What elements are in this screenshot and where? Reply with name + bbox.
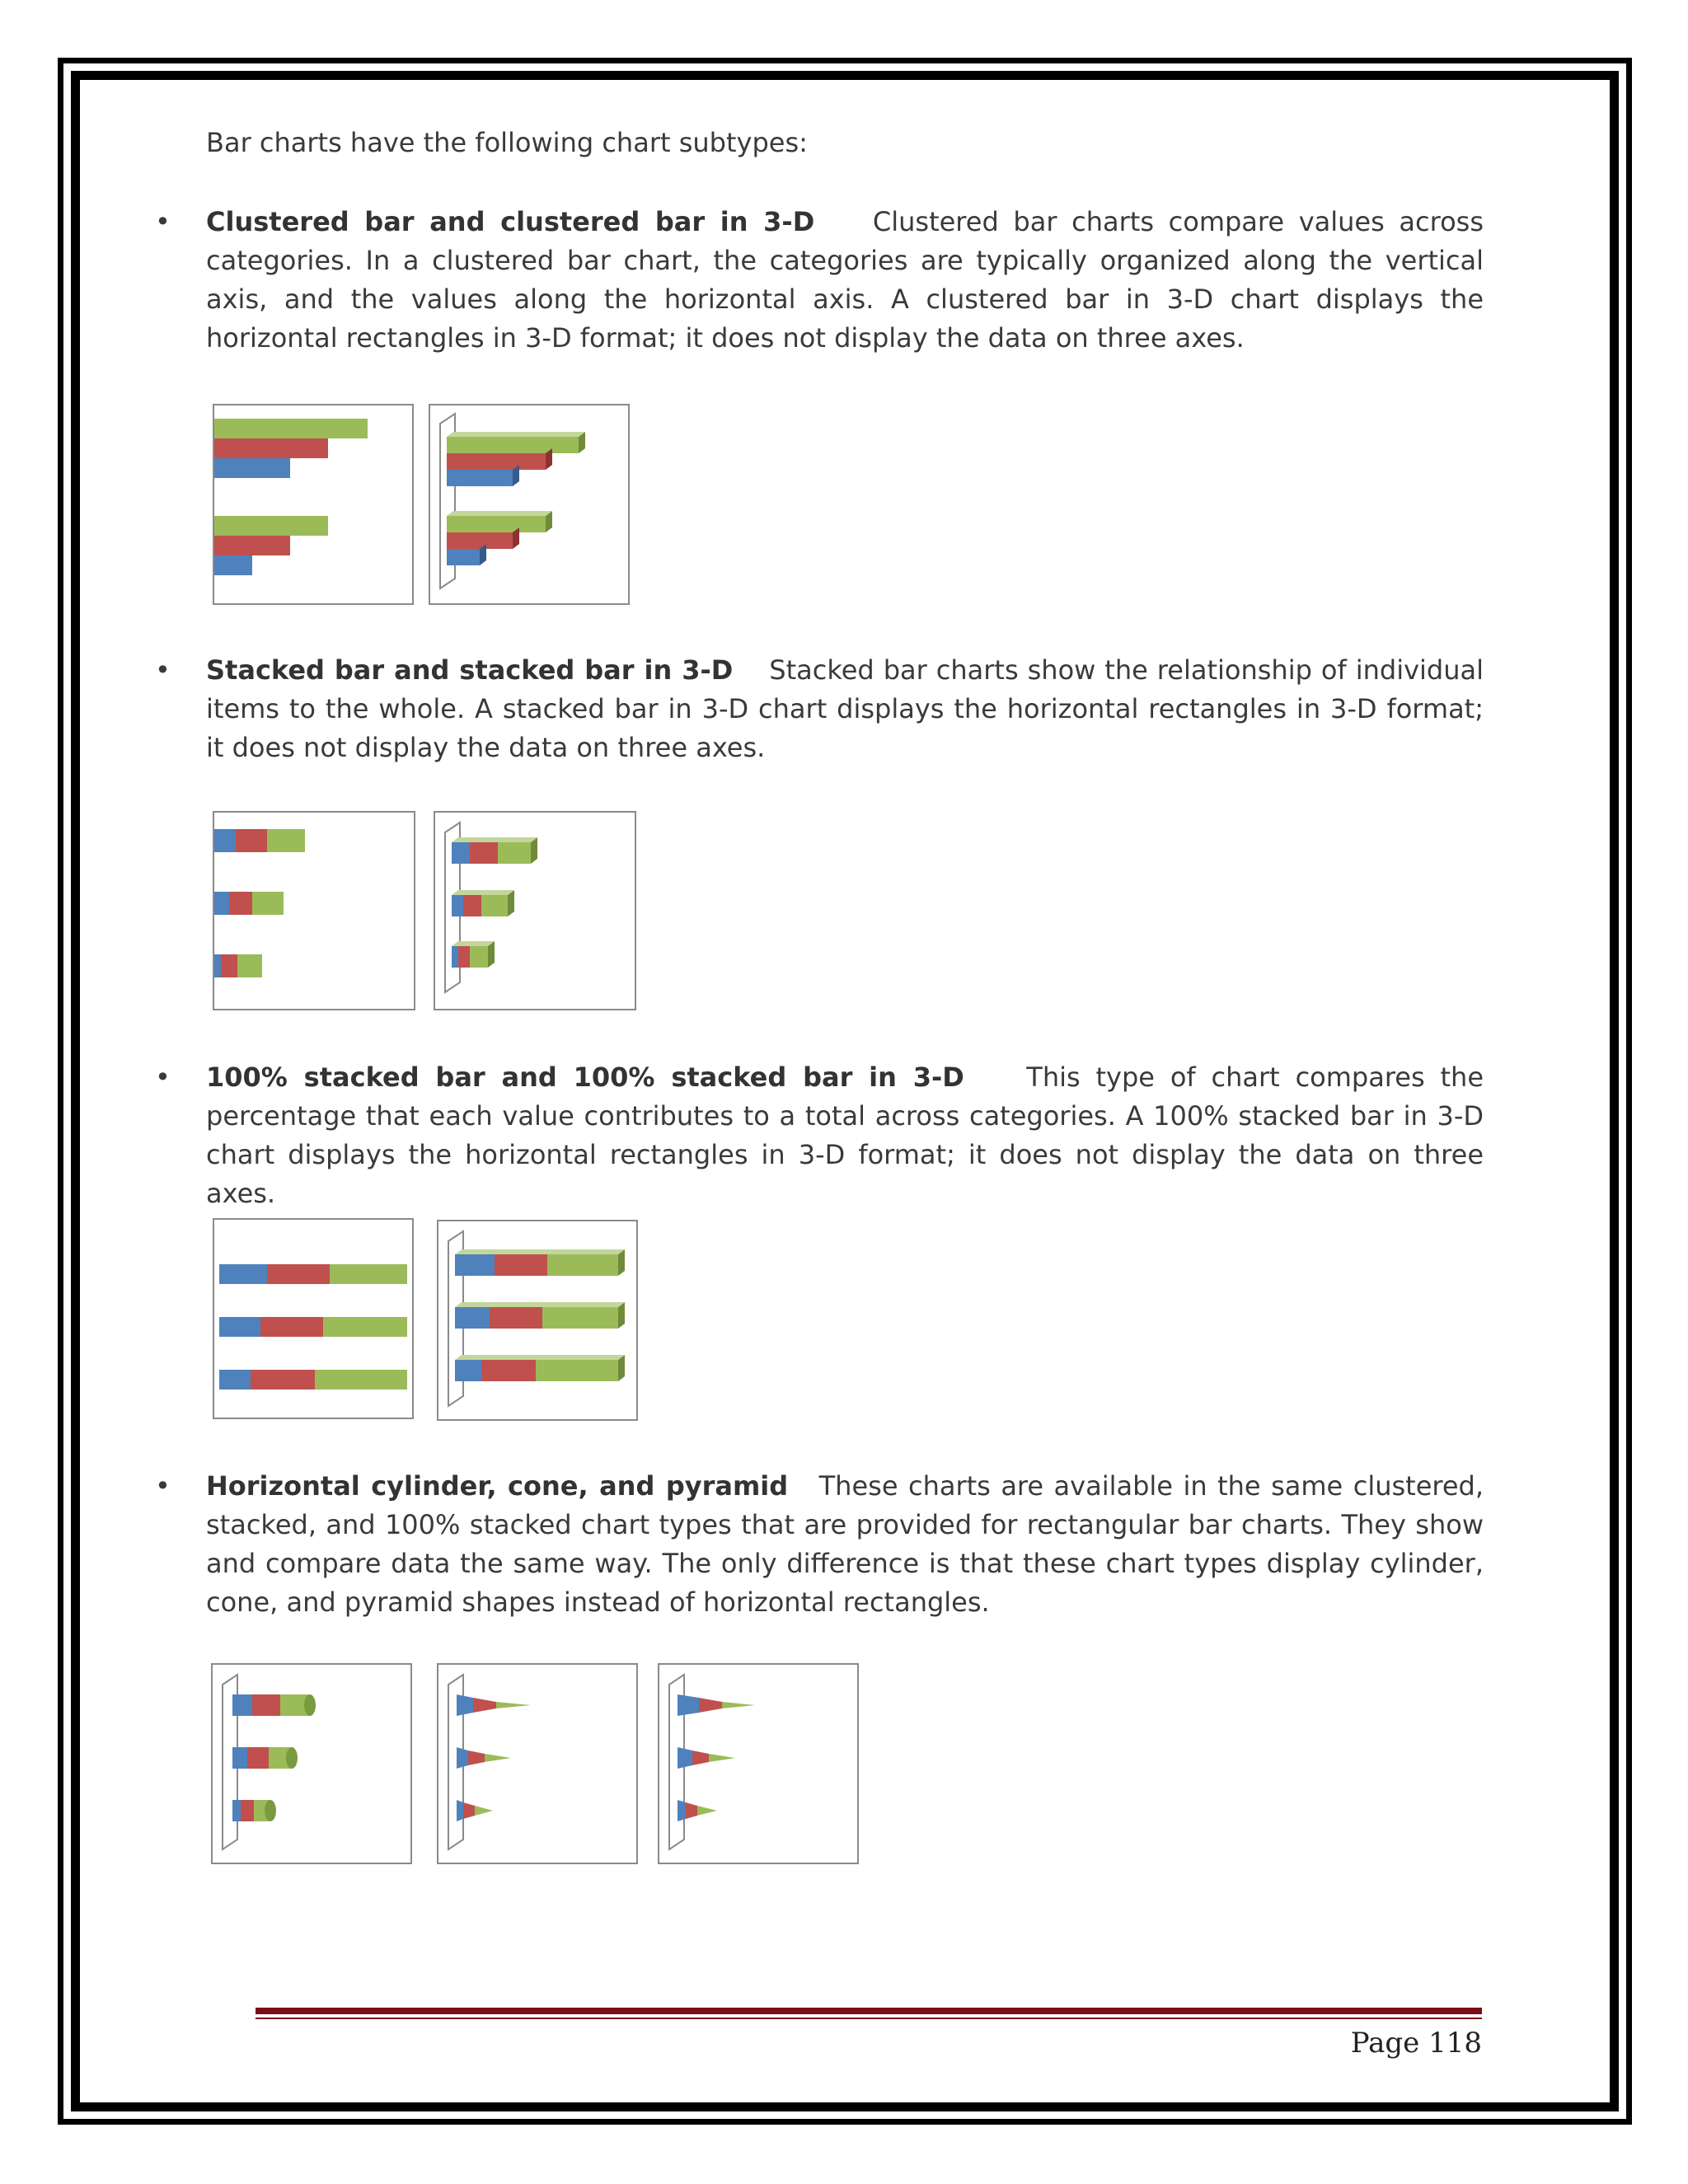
- bullet: •: [155, 654, 171, 686]
- footer-rule: [256, 2008, 1482, 2014]
- horizontal-cylinder-icon: [211, 1663, 412, 1864]
- bullet: •: [155, 1470, 171, 1502]
- percent-stacked-bar-3d-icon: [437, 1220, 638, 1421]
- bullet: •: [155, 206, 171, 237]
- subtype-description: Clustered bar charts compare values across categories. In a clustered bar chart, the categories are typically organized along the vertical axis, and the values along the horizontal axis. A clustered bar in 3-D chart displays the horizontal rectangles in 3-D format; it does not display the data on three axes.: [206, 206, 1484, 354]
- subtype-stacked: [155, 651, 1484, 767]
- horizontal-cone-icon: [437, 1663, 638, 1864]
- page-content: [155, 124, 1484, 1618]
- subtype-clustered: [155, 203, 1484, 358]
- subtype-title: Clustered bar and clustered bar in 3-D: [206, 206, 815, 237]
- subtype-title: Stacked bar and stacked bar in 3-D: [206, 654, 734, 686]
- footer-rule-thin: [256, 2018, 1482, 2019]
- clustered-bar-icon: [213, 404, 414, 605]
- subtype-title: Horizontal cylinder, cone, and pyramid: [206, 1470, 789, 1502]
- subtype-description: These charts are available in the same clustered, stacked, and 100% stacked chart types that are provided for rectangular bar charts. They show and compare data the same way. The only difference is that these chart types display cylinder, cone, and pyramid shapes instead of horizontal rectangles.: [206, 1470, 1484, 1618]
- stacked-bar-3d-icon: [434, 811, 636, 1010]
- subtype-percent-stacked: [155, 1058, 1484, 1213]
- stacked-bar-icon: [213, 811, 415, 1010]
- percent-stacked-bar-icon: [213, 1218, 414, 1419]
- subtype-description: This type of chart compares the percentage that each value contributes to a total across categories. A 100% stacked bar in 3-D chart displays the horizontal rectangles in 3-D format; it does not display the data on three axes.: [206, 1062, 1484, 1209]
- intro-text: Bar charts have the following chart subtypes:: [206, 127, 808, 158]
- subtype-title: 100% stacked bar and 100% stacked bar in 3-D: [206, 1062, 964, 1093]
- bullet: •: [155, 1062, 171, 1093]
- horizontal-pyramid-icon: [658, 1663, 859, 1864]
- subtype-cylinder-cone-pyramid: [155, 1467, 1484, 1622]
- subtype-description: Stacked bar charts show the relationship of individual items to the whole. A stacked bar in 3-D chart displays the horizontal rectangles in 3-D format; it does not display the data on three axes.: [206, 654, 1484, 763]
- clustered-bar-3d-icon: [429, 404, 630, 605]
- page-number: Page 118: [1350, 2027, 1482, 2060]
